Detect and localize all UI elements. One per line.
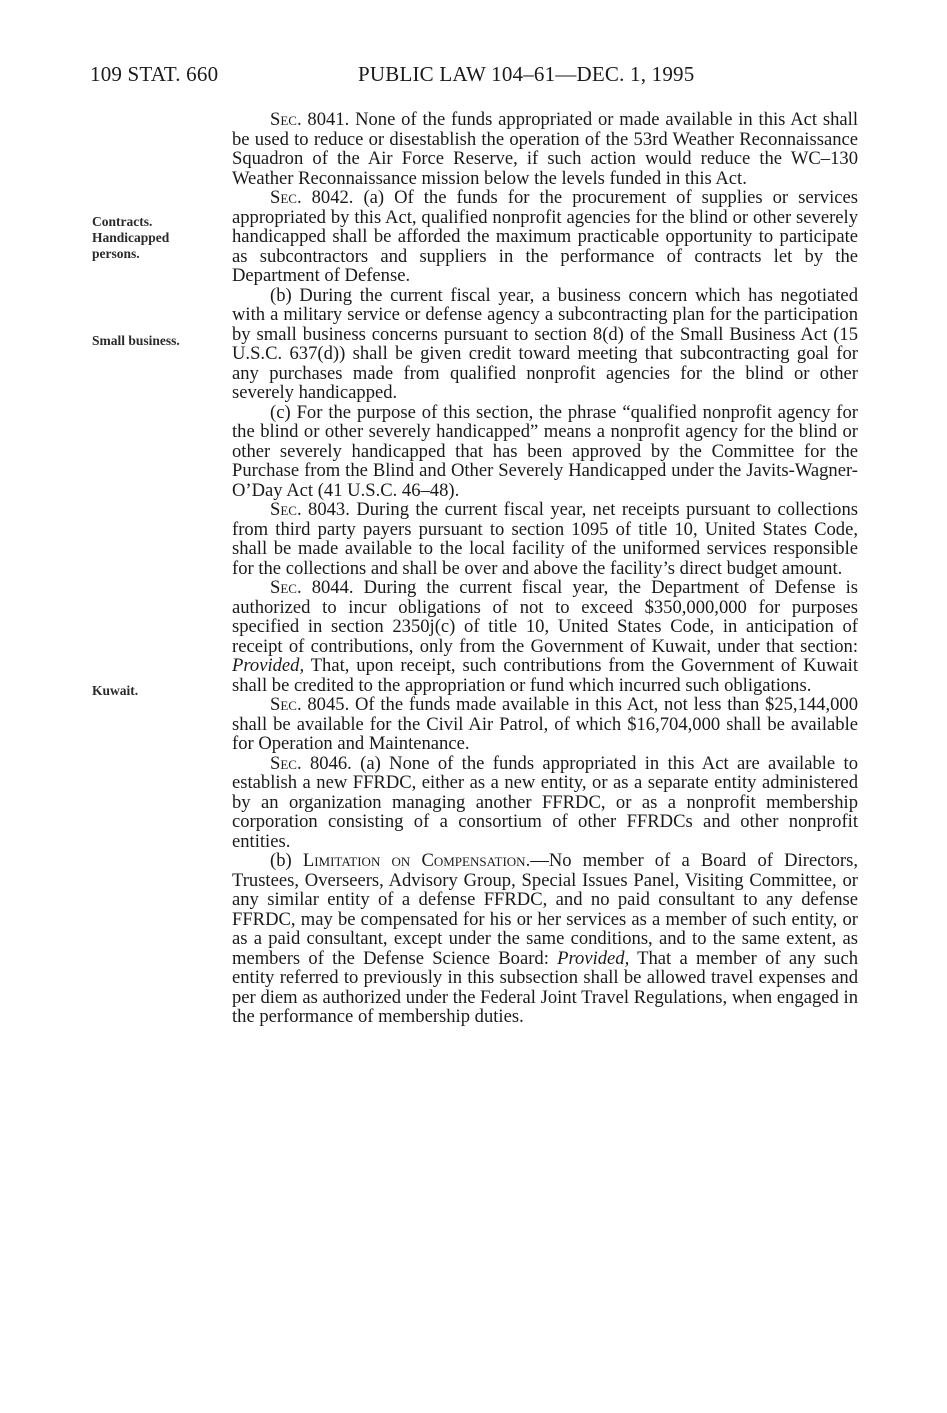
section-8044: [232, 578, 858, 695]
sec-label: Sec.: [270, 752, 302, 774]
section-text-continued: That, upon receipt, such contributions from the Government of Kuwait shall be credited to the appropriation or fund which incurred such obligations.: [232, 655, 858, 696]
margin-note-small-business: Small business.: [92, 333, 180, 348]
section-8043: [232, 500, 858, 578]
section-text: 8046. (a) None of the funds appropriated in this Act are available to establish a new FFRDC, either as a new entity, or as a separate entity administered by an organization managing another FFRDC, or as a nonprofit membership corporation consisting of a consortium of other FFRDCs and other nonprofit entities.: [232, 752, 858, 852]
margin-note-contracts-text: Contracts.: [92, 214, 153, 229]
section-8042-c: [232, 403, 858, 501]
section-text: —No member of a Board of Directors, Trustees, Overseers, Advisory Group, Special Issues Panel, Visiting Committee, or any similar entity of a defense FFRDC, and no paid consultant to any defense FFRDC, may be compensated for his or her services as a member of such entity, or as a paid consultant, except under the same conditions, and to the same extent, as members of the Defense Science Board:: [232, 850, 858, 969]
section-8041: [232, 110, 858, 188]
section-text: (c) For the purpose of this section, the phrase “qualified nonprofit agency for the blind or other severely handicapped” means a nonprofit agency for the blind or other severely handicapped that has been approved by the Committee for the Purchase from the Blind and Other Severely Handicapped under the Javits-Wagner-O’Day Act (41 U.S.C. 46–48).: [232, 401, 858, 501]
section-text-continued: That a member of any such entity referred to previously in this subsection shall be allowed travel expenses and per diem as authorized under the Federal Joint Travel Regulations, when engaged in the performance of membership duties.: [232, 947, 858, 1027]
margin-note-contracts: [92, 214, 232, 262]
sec-label: Sec.: [270, 187, 302, 208]
page-header: [90, 62, 860, 92]
sec-label: Sec.: [270, 694, 302, 715]
section-8046-b: [232, 851, 858, 1027]
sec-label: Sec.: [270, 577, 302, 598]
section-text: (b) During the current fiscal year, a business concern which has negotiated with a military service or defense agency a subcontracting plan for the participation by small business concerns pursuant to section 8(d) of the Small Business Act (15 U.S.C. 637(d)) shall be given credit toward meeting that subcontracting goal for any purchases made from qualified nonprofit agencies for the blind or other severely handicapped.: [232, 284, 858, 403]
margin-note-persons-text: persons.: [92, 246, 140, 261]
section-text: 8043. During the current fiscal year, net receipts pursuant to collections from third party payers pursuant to section 1095 of title 10, United States Code, shall be made available to the local facility of the uniformed services responsible for the collections and shall be over and above the facility’s direct budget amount.: [232, 499, 858, 579]
margin-note-kuwait: Kuwait.: [92, 683, 139, 698]
subsection-heading: Limitation on Compensation.: [302, 850, 531, 871]
section-text: 8045. Of the funds made available in this Act, not less than $25,144,000 shall be available for the Civil Air Patrol, of which $16,704,000 shall be available for Operation and Maintenance.: [232, 694, 858, 754]
section-8045: [232, 695, 858, 754]
running-title: PUBLIC LAW 104–61—DEC. 1, 1995: [358, 62, 695, 86]
section-text: 8044. During the current fiscal year, the Department of Defense is authorized to incur obligations of not to exceed $350,000,000 for purposes specified in section 2350j(c) of title 10, United States Code, in anticipation of receipt of contributions, only from the Government of Kuwait, under that section:: [232, 577, 858, 657]
statute-page-number: 109 STAT. 660: [90, 62, 219, 86]
document-body: [232, 110, 858, 1027]
sec-label: Sec.: [270, 499, 302, 520]
section-text: 8041. None of the funds appropriated or made available in this Act shall be used to reduce or disestablish the operation of the 53rd Weather Reconnaissance Squadron of the Air Force Reserve, if such action would reduce the WC–130 Weather Reconnaissance mission below the levels funded in this Act.: [232, 109, 858, 189]
section-8042-a: [232, 188, 858, 286]
section-8046-a: [232, 754, 858, 852]
proviso-italic: Provided,: [232, 655, 305, 676]
section-8042-b: [232, 286, 858, 403]
subsection-prefix: (b): [270, 850, 303, 871]
section-text: 8042. (a) Of the funds for the procurement of supplies or services appropriated by this Act, qualified nonprofit agencies for the blind or other severely handicapped shall be afforded the maximum practicable opportunity to participate as subcontractors and suppliers in the performance of contracts let by the Department of Defense.: [232, 187, 858, 286]
sec-label: Sec.: [270, 109, 302, 130]
margin-note-handicapped-text: Handicapped: [92, 230, 170, 245]
proviso-italic: Provided,: [557, 947, 630, 969]
